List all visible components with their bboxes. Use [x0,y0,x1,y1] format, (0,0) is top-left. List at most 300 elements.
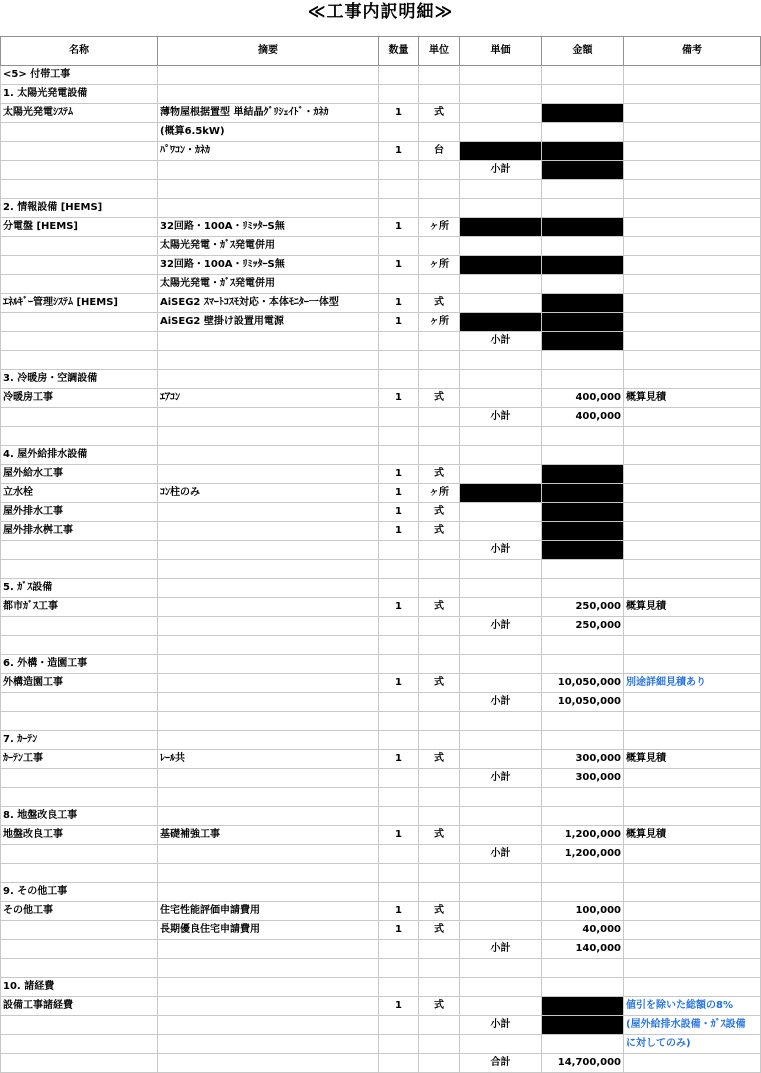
item-remarks [624,465,761,484]
item-quantity: 1 [379,522,419,541]
item-description [158,978,379,997]
item-amount [542,978,624,997]
item-name [1,313,158,332]
header-description: 摘要 [158,37,379,66]
item-quantity [379,180,419,199]
item-quantity: 1 [379,294,419,313]
item-name: 6. 外構・造園工事 [1,655,158,674]
table-row [1,560,761,579]
item-unit [419,1016,460,1035]
table-row [1,313,761,332]
item-unit-price [460,199,542,218]
item-unit: ヶ所 [419,484,460,503]
item-name [1,275,158,294]
subtotal-label: 小計 [460,541,542,560]
item-unit [419,845,460,864]
item-quantity [379,579,419,598]
item-description: 32回路・100A・ﾘﾐｯﾀｰS無 [158,256,379,275]
table-row [1,370,761,389]
item-remarks [624,617,761,636]
item-quantity [379,693,419,712]
item-remarks [624,598,761,617]
item-remarks [624,807,761,826]
item-name [1,1054,158,1073]
item-amount: 400,000 [542,389,624,408]
item-remarks [624,636,761,655]
item-description [158,332,379,351]
item-quantity [379,940,419,959]
table-row [1,959,761,978]
item-unit-price [460,636,542,655]
item-unit [419,579,460,598]
item-quantity [379,731,419,750]
redacted-amount [542,256,624,275]
item-unit [419,883,460,902]
item-unit: 式 [419,921,460,940]
item-description [158,579,379,598]
item-unit-price [460,883,542,902]
redacted-unit-price [460,142,542,161]
item-remarks [624,180,761,199]
subtotal-label: 合計 [460,1054,542,1073]
item-description [158,864,379,883]
item-name [1,351,158,370]
item-remarks [624,332,761,351]
item-amount [542,66,624,85]
item-unit-price [460,123,542,142]
item-remarks [624,940,761,959]
item-quantity [379,1016,419,1035]
item-amount [542,180,624,199]
header-remarks: 備考 [624,37,761,66]
table-row [1,1016,761,1035]
item-remarks [624,66,761,85]
item-quantity: 1 [379,503,419,522]
header-row [1,37,761,66]
table-row [1,218,761,237]
item-quantity: 1 [379,750,419,769]
item-name: 1. 太陽光発電設備 [1,85,158,104]
item-remarks [624,579,761,598]
table-row [1,142,761,161]
item-remarks [624,883,761,902]
item-name: 5. ｶﾞｽ設備 [1,579,158,598]
item-unit [419,275,460,294]
item-quantity: 1 [379,997,419,1016]
item-amount [542,370,624,389]
item-unit [419,712,460,731]
item-unit [419,180,460,199]
redacted-unit-price [460,313,542,332]
item-unit [419,370,460,389]
item-unit-price [460,522,542,541]
item-description [158,807,379,826]
item-amount: 300,000 [542,750,624,769]
redacted-amount [542,541,624,560]
item-quantity [379,199,419,218]
item-name: ｴﾈﾙｷﾞｰ管理ｼｽﾃﾑ [HEMS] [1,294,158,313]
item-remarks [624,484,761,503]
item-amount: 14,700,000 [542,1054,624,1073]
item-unit: 式 [419,294,460,313]
item-unit [419,1035,460,1054]
item-description [158,712,379,731]
item-quantity [379,332,419,351]
table-row [1,294,761,313]
table-row [1,161,761,180]
item-remarks [624,408,761,427]
table-row [1,256,761,275]
item-unit-price [460,959,542,978]
item-remarks [624,123,761,142]
table-row [1,788,761,807]
item-remarks [624,997,761,1016]
item-unit-price [460,598,542,617]
remarks-text: 概算見積 [626,601,666,612]
item-unit-price [460,826,542,845]
item-name: 外構造園工事 [1,674,158,693]
table-row [1,180,761,199]
item-unit-price [460,750,542,769]
item-name [1,408,158,427]
item-description [158,370,379,389]
item-description [158,693,379,712]
item-unit-price [460,180,542,199]
table-row [1,693,761,712]
remarks-text: 値引を除いた総額の8% [626,1000,733,1011]
item-name [1,256,158,275]
item-remarks [624,712,761,731]
item-quantity [379,617,419,636]
item-amount [542,731,624,750]
table-row [1,617,761,636]
item-quantity [379,807,419,826]
item-unit: 式 [419,826,460,845]
item-amount [542,1035,624,1054]
item-description [158,997,379,1016]
table-row [1,237,761,256]
item-quantity [379,1054,419,1073]
table-row [1,864,761,883]
item-unit [419,940,460,959]
item-description [158,655,379,674]
item-name: 10. 諸経費 [1,978,158,997]
item-description [158,351,379,370]
item-description [158,674,379,693]
table-row [1,731,761,750]
item-unit: ヶ所 [419,313,460,332]
item-name [1,161,158,180]
item-amount: 140,000 [542,940,624,959]
item-amount [542,351,624,370]
item-quantity [379,541,419,560]
item-unit [419,66,460,85]
item-amount [542,959,624,978]
item-remarks [624,294,761,313]
subtotal-label: 小計 [460,617,542,636]
redacted-amount [542,465,624,484]
table-row [1,389,761,408]
item-remarks [624,1054,761,1073]
item-description [158,503,379,522]
item-name: 都市ｶﾞｽ工事 [1,598,158,617]
item-unit [419,617,460,636]
item-unit: 式 [419,997,460,1016]
table-row [1,807,761,826]
subtotal-label: 小計 [460,408,542,427]
item-description [158,845,379,864]
item-description: 32回路・100A・ﾘﾐｯﾀｰS無 [158,218,379,237]
item-description: ﾊﾟﾜｺﾝ・ｶﾈｶ [158,142,379,161]
redacted-amount [542,294,624,313]
item-description: 住宅性能評価申請費用 [158,902,379,921]
table-row [1,655,761,674]
item-name [1,693,158,712]
item-quantity [379,161,419,180]
item-quantity [379,959,419,978]
remarks-text: に対してのみ) [626,1038,691,1049]
item-amount [542,123,624,142]
table-row [1,85,761,104]
item-unit: ヶ所 [419,256,460,275]
item-description [158,560,379,579]
table-row [1,275,761,294]
item-amount: 1,200,000 [542,826,624,845]
item-description [158,541,379,560]
item-unit [419,864,460,883]
table-row [1,769,761,788]
item-remarks [624,769,761,788]
item-description [158,1054,379,1073]
item-quantity [379,275,419,294]
item-unit-price [460,978,542,997]
subtotal-label: 小計 [460,769,542,788]
item-unit [419,541,460,560]
item-unit-price [460,921,542,940]
item-name: 3. 冷暖房・空調設備 [1,370,158,389]
item-name [1,617,158,636]
item-unit-price [460,85,542,104]
table-row [1,484,761,503]
item-name [1,845,158,864]
item-remarks [624,256,761,275]
item-remarks [624,560,761,579]
item-quantity [379,446,419,465]
table-row [1,750,761,769]
item-remarks [624,864,761,883]
item-amount [542,655,624,674]
item-quantity: 1 [379,902,419,921]
item-remarks [624,845,761,864]
item-description [158,465,379,484]
item-unit-price [460,655,542,674]
item-remarks [624,959,761,978]
item-name [1,864,158,883]
item-amount: 400,000 [542,408,624,427]
item-unit [419,693,460,712]
item-unit: 式 [419,522,460,541]
item-remarks [624,978,761,997]
item-amount: 10,050,000 [542,693,624,712]
item-amount: 40,000 [542,921,624,940]
item-unit-price [460,864,542,883]
redacted-amount [542,484,624,503]
item-unit [419,788,460,807]
item-unit-price [460,446,542,465]
item-remarks [624,218,761,237]
item-remarks [624,826,761,845]
item-description: 太陽光発電・ｶﾞｽ発電併用 [158,275,379,294]
item-quantity: 1 [379,826,419,845]
item-unit: 式 [419,902,460,921]
item-description: (概算6.5kW) [158,123,379,142]
table-row [1,883,761,902]
item-unit-price [460,997,542,1016]
item-unit [419,161,460,180]
item-name: 屋外排水桝工事 [1,522,158,541]
item-remarks [624,503,761,522]
table-row [1,921,761,940]
item-unit: 式 [419,503,460,522]
item-quantity [379,370,419,389]
item-unit [419,351,460,370]
item-description [158,199,379,218]
item-remarks [624,237,761,256]
remarks-text: 概算見積 [626,753,666,764]
item-description [158,1035,379,1054]
item-remarks [624,389,761,408]
item-unit-price [460,104,542,123]
item-name [1,180,158,199]
item-quantity [379,85,419,104]
item-quantity: 1 [379,921,419,940]
item-quantity [379,883,419,902]
item-unit [419,959,460,978]
item-name [1,541,158,560]
item-name [1,142,158,161]
item-name [1,712,158,731]
item-unit-price [460,1035,542,1054]
item-name [1,788,158,807]
item-remarks [624,85,761,104]
item-remarks [624,655,761,674]
table-row [1,332,761,351]
item-quantity: 1 [379,598,419,617]
item-description: 基礎補強工事 [158,826,379,845]
item-unit-price [460,731,542,750]
item-unit: 式 [419,674,460,693]
table-row [1,541,761,560]
item-quantity [379,123,419,142]
item-unit [419,560,460,579]
table-row [1,579,761,598]
item-unit-price [460,370,542,389]
item-name [1,237,158,256]
item-quantity [379,978,419,997]
item-unit [419,332,460,351]
header-quantity: 数量 [379,37,419,66]
item-quantity: 1 [379,142,419,161]
header-name: 名称 [1,37,158,66]
item-quantity [379,66,419,85]
item-remarks [624,750,761,769]
item-name: 8. 地盤改良工事 [1,807,158,826]
item-name: 9. その他工事 [1,883,158,902]
item-name [1,560,158,579]
item-unit-price [460,275,542,294]
item-unit-price [460,294,542,313]
item-unit-price [460,237,542,256]
item-quantity [379,427,419,446]
table-row [1,104,761,123]
item-quantity [379,237,419,256]
item-amount [542,85,624,104]
item-description [158,446,379,465]
page-title: ≪工事内訳明細≫ [307,2,454,22]
item-amount: 1,200,000 [542,845,624,864]
table-row [1,351,761,370]
item-unit-price [460,351,542,370]
item-name: 屋外排水工事 [1,503,158,522]
header-amount: 金額 [542,37,624,66]
redacted-unit-price [460,256,542,275]
item-quantity: 1 [379,104,419,123]
item-remarks [624,142,761,161]
table-row [1,674,761,693]
subtotal-label: 小計 [460,940,542,959]
item-description [158,788,379,807]
item-description [158,1016,379,1035]
item-amount: 100,000 [542,902,624,921]
table-row [1,427,761,446]
item-unit [419,1054,460,1073]
item-name: ｶｰﾃﾝ工事 [1,750,158,769]
item-amount [542,883,624,902]
item-remarks [624,522,761,541]
item-name: 設備工事諸経費 [1,997,158,1016]
item-unit-price [460,579,542,598]
item-name: 2. 情報設備 [HEMS] [1,199,158,218]
table-row [1,940,761,959]
item-description: ｺﾝ柱のみ [158,484,379,503]
item-description [158,731,379,750]
item-quantity [379,864,419,883]
redacted-amount [542,997,624,1016]
item-amount: 250,000 [542,617,624,636]
table-row [1,636,761,655]
table-row [1,1054,761,1073]
item-amount [542,807,624,826]
table-row [1,66,761,85]
item-quantity: 1 [379,389,419,408]
redacted-amount [542,104,624,123]
table-row [1,408,761,427]
redacted-unit-price [460,484,542,503]
item-quantity [379,1035,419,1054]
item-remarks [624,199,761,218]
item-quantity [379,560,419,579]
item-name [1,636,158,655]
item-remarks [624,370,761,389]
item-description [158,408,379,427]
item-unit [419,807,460,826]
item-remarks [624,788,761,807]
item-amount: 250,000 [542,598,624,617]
item-unit: 式 [419,465,460,484]
item-unit-price [460,503,542,522]
table-row [1,446,761,465]
item-amount [542,579,624,598]
